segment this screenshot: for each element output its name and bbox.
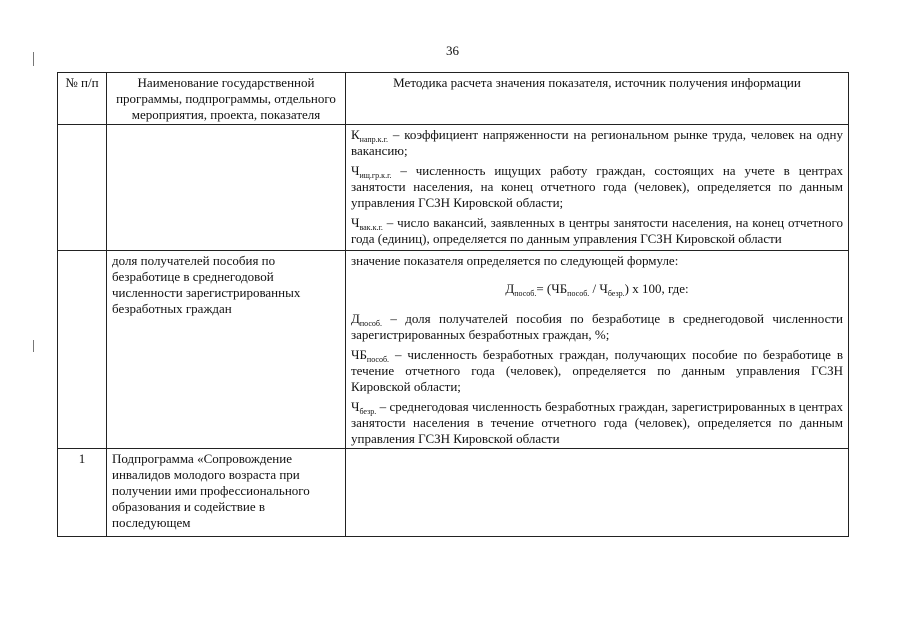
definition-ch-bezr: $Ч_{безр.}$ – среднегодовая численность безработных граждан, зарегистрированных в центрах занятости населения в течение отчетного года (человек), определяется по данным управления ГСЗН Кировской области <box>351 399 843 446</box>
row3-num-cell: 1 <box>58 449 107 537</box>
header-method: Методика расчета значения показателя, источник получения информации <box>346 73 849 125</box>
scan-edge-mark <box>33 340 34 352</box>
page-number: 36 <box>446 43 459 58</box>
definition-k: $К_{напр.к.г.}$ – коэффициент напряженности на региональном рынке труда, человек на одну вакансию; <box>351 127 843 158</box>
row1-num-cell <box>58 125 107 251</box>
row1-method-cell <box>346 125 849 251</box>
formula-intro: значение показателя определяется по следующей формуле: <box>351 253 679 268</box>
indicator-table <box>57 72 849 537</box>
row2-method-cell <box>346 251 849 449</box>
table-row <box>58 449 849 537</box>
header-num: № п/п <box>58 73 107 125</box>
header-name: Наименование государственной программы, подпрограммы, отдельного мероприятия, проекта, показателя <box>107 73 346 125</box>
table-row <box>58 251 849 449</box>
definition-d: $Д_{пособ.}$ – доля получателей пособия по безработице в среднегодовой численности зарегистрированных безработных граждан, %; <box>351 311 843 342</box>
row1-name-cell <box>107 125 346 251</box>
table-row <box>58 125 849 251</box>
definition-chb: $ЧБ_{пособ.}$ – численность безработных граждан, получающих пособие по безработице в течение отчетного года (человек), определяется по данным управления ГСЗН Кировской области; <box>351 347 843 394</box>
definition-ch-vak: $Ч_{вак.к.г.}$ – число вакансий, заявленных в центры занятости населения, на конец отчетного года (единиц), определяется по данным управления ГСЗН Кировской области <box>351 215 843 246</box>
definition-ch-isch: $Ч_{ищ.гр.к.г.}$ – численность ищущих работу граждан, состоящих на учете в центрах занятости населения, на конец отчетного года (человек), определяется по данным управления ГСЗН Кировской области; <box>351 163 843 210</box>
row2-name-cell: доля получателей пособия по безработице в среднегодовой численности зарегистрированных безработных граждан <box>107 251 346 449</box>
row3-method-cell <box>346 449 849 537</box>
row2-num-cell <box>58 251 107 449</box>
formula: $Д_{пособ.}= (ЧБ_{пособ.} / Ч_{безр.})$ х 100, где: <box>505 281 689 298</box>
row3-name-cell: Подпрограмма «Сопровождение инвалидов молодого возраста при получении ими профессионального образования и содействие в последующем <box>107 449 346 537</box>
scan-edge-mark <box>33 52 34 66</box>
table-header-row <box>58 73 849 125</box>
